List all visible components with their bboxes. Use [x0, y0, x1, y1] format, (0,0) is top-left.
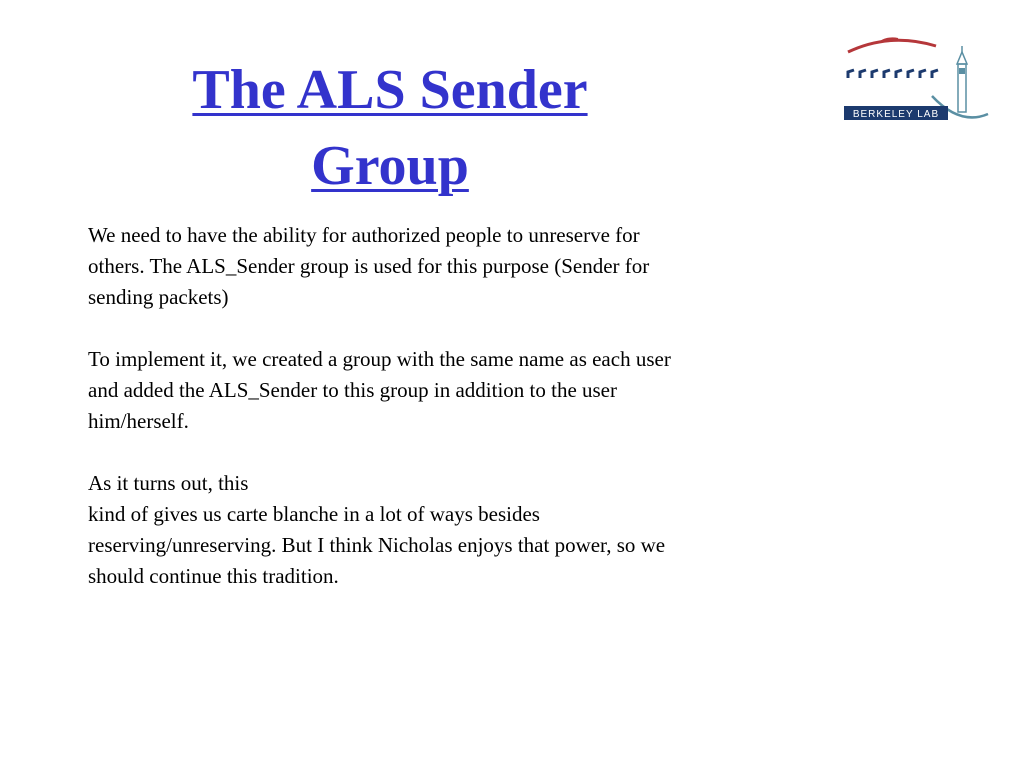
slide-body	[88, 220, 818, 623]
paragraph-3-line-3: reserving/unreserving. But I think Nicholas enjoys that power, so we	[88, 533, 666, 557]
paragraph-2	[88, 344, 818, 437]
paragraph-3	[88, 468, 818, 592]
paragraph-1-line-1: We need to have the ability for authorized people to unreserve for	[88, 223, 640, 247]
paragraph-1-line-2: others. The ALS_Sender group is used for this purpose (Sender for	[88, 254, 650, 278]
paragraph-1-line-3: sending packets)	[88, 285, 229, 309]
paragraph-2-line-3: him/herself.	[88, 409, 189, 433]
paragraph-3-line-4: should continue this tradition.	[88, 564, 339, 588]
slide-title-line-2: Group	[311, 135, 469, 197]
slide-title	[150, 52, 630, 204]
paragraph-3-line-1: As it turns out, this	[88, 471, 249, 495]
paragraph-2-line-2: and added the ALS_Sender to this group in addition to the user	[88, 378, 617, 402]
paragraph-1	[88, 220, 818, 313]
paragraph-2-line-1: To implement it, we created a group with the same name as each user	[88, 347, 671, 371]
berkeley-lab-logo-icon	[840, 34, 990, 126]
paragraph-3-line-2: kind of gives us carte blanche in a lot of ways besides	[88, 502, 540, 526]
slide-title-line-1: The ALS Sender	[192, 59, 588, 121]
logo-text: BERKELEY LAB	[852, 109, 940, 120]
